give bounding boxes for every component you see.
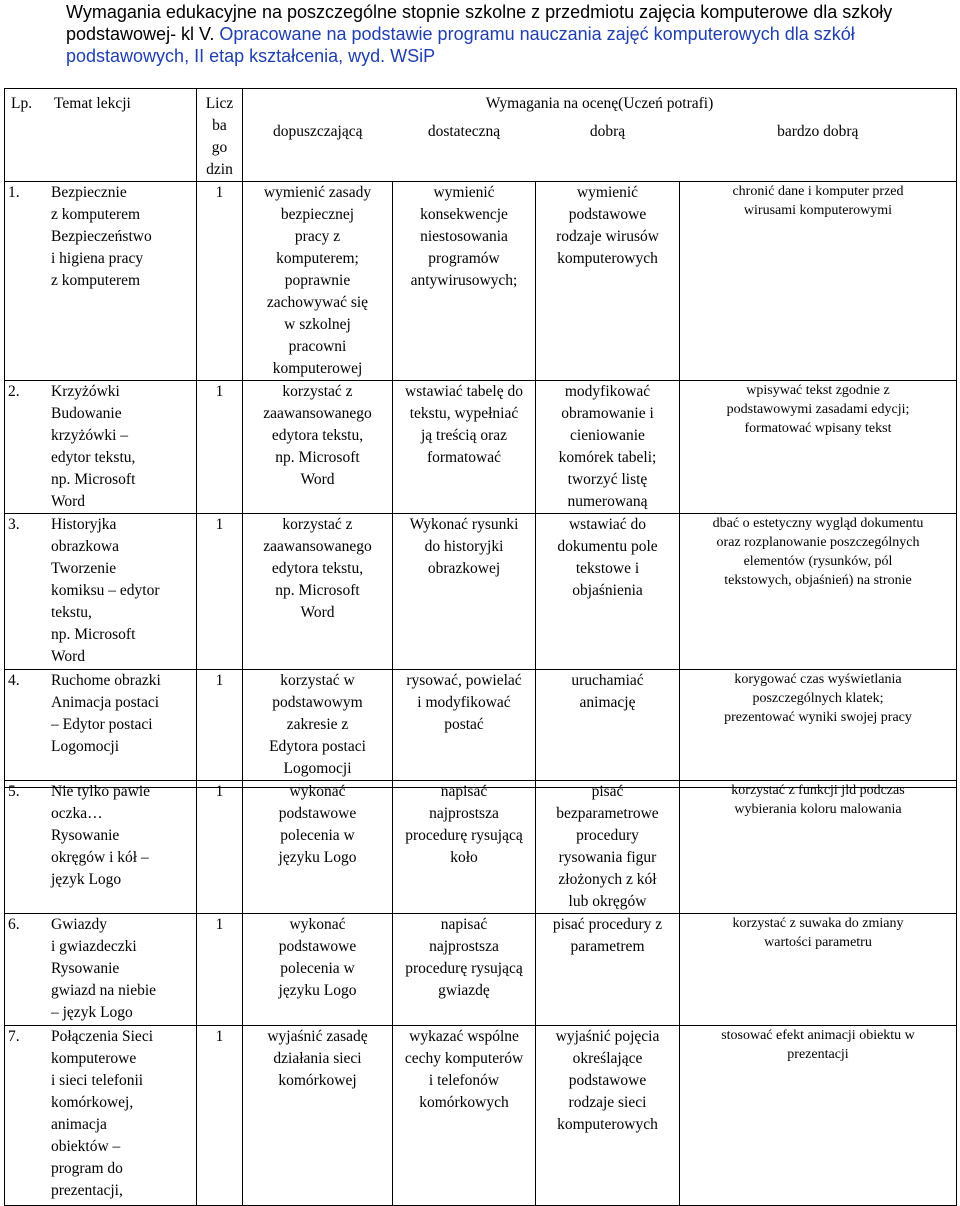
topic-line: i gwiazdeczki xyxy=(51,938,137,955)
requirement-line: objaśnienia xyxy=(572,582,643,599)
grade-dostateczna-cell xyxy=(393,381,536,514)
requirement-line: wybierania koloru malowania xyxy=(734,802,902,817)
requirement-line: wykazać wspólne xyxy=(409,1028,519,1045)
topic-line: krzyżówki – xyxy=(51,427,129,444)
requirement-line: wymienić zasady xyxy=(263,184,372,201)
requirement-line: obrazkowej xyxy=(427,560,501,577)
header-grade-dostateczna xyxy=(393,117,536,182)
requirement-line: poprawnie xyxy=(284,272,351,289)
table-row xyxy=(5,514,957,670)
requirement-line: podstawowe xyxy=(278,805,357,822)
grade-label: dostateczną xyxy=(427,123,501,140)
topic-line: Historyjka xyxy=(51,516,117,533)
header-requirements-label: Wymagania na ocenę(Uczeń potrafi) xyxy=(485,95,714,112)
grade-bardzo-dobra-cell xyxy=(680,514,957,670)
requirement-line: dbać o estetyczny wygląd dokumentu xyxy=(712,516,924,531)
requirement-line: edytora tekstu, xyxy=(271,560,364,577)
header-grade-dopuszczajaca xyxy=(243,117,393,182)
requirement-line: komórkowych xyxy=(419,1094,509,1111)
requirement-line: Logomocji xyxy=(283,760,352,777)
requirement-line: cieniowanie xyxy=(570,427,645,444)
topic-line: Połączenia Sieci xyxy=(51,1028,153,1045)
grade-dobra-cell xyxy=(536,514,680,670)
topic-line: z komputerem xyxy=(51,272,141,289)
grade-bardzo-dobra-cell xyxy=(680,182,957,381)
grade-dostateczna-cell xyxy=(393,914,536,1026)
grade-dostateczna-cell xyxy=(393,781,536,914)
topic-line: Logomocji xyxy=(51,738,120,755)
grade-bardzo-dobra-cell xyxy=(680,1026,957,1206)
grade-dopuszczajaca-cell xyxy=(243,1026,393,1206)
row-number: 1. xyxy=(8,184,20,201)
requirement-line: zaawansowanego xyxy=(263,538,372,555)
header-line-2 xyxy=(66,23,946,45)
grade-dobra-cell xyxy=(536,381,680,514)
requirement-line: wymienić xyxy=(576,184,639,201)
requirement-line: parametrem xyxy=(570,938,645,955)
topic-line: i sieci telefonii xyxy=(51,1072,144,1089)
requirement-line: np. Microsoft xyxy=(275,582,360,599)
requirement-line: procedury xyxy=(576,827,639,844)
hours-value: 1 xyxy=(215,184,224,201)
topic-line: z komputerem xyxy=(51,206,141,223)
requirement-line: korygować czas wyświetlania xyxy=(734,672,902,687)
grade-dopuszczajaca-cell xyxy=(243,182,393,381)
hours-value: 1 xyxy=(215,783,224,800)
header-hours-line: go xyxy=(211,139,228,156)
document-header xyxy=(66,1,946,67)
requirement-line: prezentować wyniki swojej pracy xyxy=(724,710,912,725)
grade-label: bardzo dobrą xyxy=(777,123,859,140)
row-number: 2. xyxy=(8,383,20,400)
requirements-table-part-2 xyxy=(4,780,957,1206)
requirement-line: pisać xyxy=(591,783,624,800)
hours-cell xyxy=(197,514,243,670)
requirement-line: i telefonów xyxy=(428,1072,500,1089)
topic-line: i higiena pracy xyxy=(51,250,144,267)
grade-dostateczna-cell xyxy=(393,1026,536,1206)
topic-line: edytor tekstu, xyxy=(51,449,136,466)
topic-line: animacja xyxy=(51,1116,107,1133)
requirement-line: pisać procedury z xyxy=(552,916,663,933)
topic-line: język Logo xyxy=(51,871,122,888)
requirement-line: do historyjki xyxy=(424,538,504,555)
requirement-line: zakresie z xyxy=(286,716,349,733)
table-row xyxy=(5,670,957,788)
requirement-line: np. Microsoft xyxy=(275,449,360,466)
requirement-line: i modyfikować xyxy=(417,694,511,711)
hours-cell xyxy=(197,381,243,514)
requirement-line: edytora tekstu, xyxy=(271,427,364,444)
requirement-line: napisać xyxy=(440,916,488,933)
requirement-line: wyjaśnić zasadę xyxy=(267,1028,368,1045)
hours-value: 1 xyxy=(215,916,224,933)
requirement-line: ją treścią oraz xyxy=(420,427,508,444)
lesson-topic-cell xyxy=(5,381,197,514)
header-lp-topic xyxy=(5,89,197,182)
topic-text xyxy=(5,781,196,891)
grade-dopuszczajaca-cell xyxy=(243,381,393,514)
hours-value: 1 xyxy=(215,672,224,689)
requirement-line: antywirusowych; xyxy=(410,272,518,289)
requirement-line: wirusami komputerowymi xyxy=(743,203,893,218)
lesson-topic-cell xyxy=(5,1026,197,1206)
topic-line: np. Microsoft xyxy=(51,471,136,488)
topic-line: – język Logo xyxy=(51,1004,133,1021)
topic-line: Ruchome obrazki xyxy=(51,672,161,689)
row-number: 5. xyxy=(8,783,20,800)
grade-dostateczna-cell xyxy=(393,514,536,670)
topic-line: np. Microsoft xyxy=(51,626,136,643)
grade-bardzo-dobra-cell xyxy=(680,381,957,514)
requirement-line: najprostsza xyxy=(429,938,499,955)
requirement-line: korzystać z xyxy=(282,383,353,400)
topic-line: komórkowej, xyxy=(51,1094,134,1111)
requirement-line: komputerowych xyxy=(557,250,658,267)
grade-bardzo-dobra-cell xyxy=(680,914,957,1026)
requirement-line: podstawowe xyxy=(568,206,647,223)
topic-line: komiksu – edytor xyxy=(51,582,160,599)
requirement-line: procedurę rysującą xyxy=(405,960,523,977)
topic-line: Tworzenie xyxy=(51,560,117,577)
requirement-line: działania sieci xyxy=(273,1050,362,1067)
topic-line: gwiazd na niebie xyxy=(51,982,157,999)
requirement-line: pracowni xyxy=(288,338,347,355)
requirement-line: obramowanie i xyxy=(561,405,654,422)
requirement-line: wymienić xyxy=(433,184,495,201)
topic-line: Word xyxy=(51,493,86,510)
header-row-1 xyxy=(5,89,957,118)
table-row xyxy=(5,381,957,514)
requirement-line: korzystać w xyxy=(280,672,355,689)
requirement-line: oraz rozplanowanie poszczególnych xyxy=(716,535,920,550)
requirement-line: komórkowej xyxy=(278,1072,357,1089)
requirement-line: tekstowych, objaśnień) na stronie xyxy=(724,573,912,588)
lesson-topic-cell xyxy=(5,914,197,1026)
requirement-line: komputerowych xyxy=(557,1116,658,1133)
header-hours-line: Licz xyxy=(205,95,234,112)
hours-cell xyxy=(197,1026,243,1206)
requirement-line: tworzyć listę xyxy=(567,471,648,488)
topic-line: okręgów i kół – xyxy=(51,849,149,866)
requirement-line: wykonać xyxy=(289,916,346,933)
topic-line: Nie tylko pawie xyxy=(51,783,151,800)
requirement-line: wyjaśnić pojęcia xyxy=(555,1028,660,1045)
header-requirements xyxy=(243,89,957,118)
requirement-line: uruchamiać xyxy=(571,672,644,689)
header-grade-dobra xyxy=(536,117,680,182)
topic-line: prezentacji, xyxy=(51,1182,123,1199)
requirement-line: podstawowe xyxy=(278,938,357,955)
topic-line: obrazkowa xyxy=(51,538,119,555)
requirement-line: poszczególnych klatek; xyxy=(752,691,884,706)
requirement-line: modyfikować xyxy=(564,383,651,400)
requirement-line: cechy komputerów xyxy=(404,1050,524,1067)
topic-line: komputerowe xyxy=(51,1050,137,1067)
hours-value: 1 xyxy=(215,516,224,533)
requirement-line: korzystać z funkcji jld podczas xyxy=(731,783,905,798)
requirement-line: animację xyxy=(579,694,636,711)
lesson-topic-cell xyxy=(5,182,197,381)
table-row xyxy=(5,781,957,914)
requirement-line: w szkolnej xyxy=(284,316,351,333)
requirement-line: określające xyxy=(572,1050,643,1067)
grade-label: dopuszczającą xyxy=(273,123,363,140)
requirement-line: rodzaje wirusów xyxy=(556,228,659,245)
requirement-line: wartości parametru xyxy=(764,935,872,950)
requirement-line: tekstu, wypełniać xyxy=(409,405,519,422)
requirement-line: zaawansowanego xyxy=(263,405,372,422)
topic-line: Bezpieczeństwo xyxy=(51,228,152,245)
topic-line: tekstu, xyxy=(51,604,92,621)
requirement-line: rysować, powielać xyxy=(406,672,522,689)
topic-text xyxy=(5,514,196,668)
grade-dopuszczajaca-cell xyxy=(243,670,393,788)
grade-dobra-cell xyxy=(536,914,680,1026)
requirement-line: gwiazdę xyxy=(438,982,490,999)
topic-line: Word xyxy=(51,648,86,665)
header-line-2-plain: podstawowej- kl V. xyxy=(66,24,220,44)
requirement-line: numerowaną xyxy=(567,493,648,510)
header-hours-line: dzin xyxy=(206,161,233,178)
lesson-topic-cell xyxy=(5,670,197,788)
grade-label: dobrą xyxy=(589,123,626,140)
table-row xyxy=(5,182,957,381)
requirement-line: stosować efekt animacji obiektu w xyxy=(721,1028,915,1043)
hours-value: 1 xyxy=(215,1028,224,1045)
requirement-line: pracy z xyxy=(294,228,341,245)
requirement-line: wykonać xyxy=(289,783,346,800)
requirement-line: bezpiecznej xyxy=(280,206,355,223)
grade-dostateczna-cell xyxy=(393,182,536,381)
header-line-3: podstawowych, II etap kształcenia, wyd. WSiP xyxy=(66,46,436,66)
requirement-line: niestosowania xyxy=(420,228,508,245)
requirement-line: komputerowej xyxy=(272,360,363,377)
requirement-line: Wykonać rysunki xyxy=(409,516,519,533)
grade-bardzo-dobra-cell xyxy=(680,670,957,788)
topic-text xyxy=(5,1026,196,1202)
requirement-line: rysowania figur xyxy=(558,849,657,866)
hours-value: 1 xyxy=(215,383,224,400)
requirement-line: rodzaje sieci xyxy=(568,1094,647,1111)
topic-line: – Edytor postaci xyxy=(51,716,153,733)
header-lp: Lp. xyxy=(11,95,33,112)
topic-line: program do xyxy=(51,1160,123,1177)
grade-dobra-cell xyxy=(536,1026,680,1206)
table-row xyxy=(5,914,957,1026)
topic-text xyxy=(5,381,196,513)
topic-line: oczka… xyxy=(51,805,103,822)
topic-line: Krzyżówki xyxy=(51,383,120,400)
requirement-line: wpisywać tekst zgodnie z xyxy=(746,383,890,398)
topic-line: obiektów – xyxy=(51,1138,121,1155)
row-number: 6. xyxy=(8,916,20,933)
grade-dostateczna-cell xyxy=(393,670,536,788)
requirement-line: podstawowymi zasadami edycji; xyxy=(726,402,910,417)
grade-dopuszczajaca-cell xyxy=(243,914,393,1026)
grade-bardzo-dobra-cell xyxy=(680,781,957,914)
requirement-line: zachowywać się xyxy=(266,294,369,311)
requirement-line: wstawiać tabelę do xyxy=(405,383,523,400)
grade-dopuszczajaca-cell xyxy=(243,781,393,914)
requirement-line: polecenia w xyxy=(280,827,355,844)
topic-line: Rysowanie xyxy=(51,827,120,844)
requirement-line: formatować xyxy=(426,449,502,466)
requirement-line: postać xyxy=(444,716,484,733)
header-topic: Temat lekcji xyxy=(54,95,131,112)
header-hours xyxy=(197,89,243,182)
header-line-1: Wymagania edukacyjne na poszczególne stopnie szkolne z przedmiotu zajęcia komputerowe dla szkoły xyxy=(66,2,893,22)
topic-line: Budowanie xyxy=(51,405,122,422)
requirement-line: bezparametrowe xyxy=(556,805,659,822)
requirement-line: Edytora postaci xyxy=(269,738,366,755)
requirement-line: języku Logo xyxy=(278,849,357,866)
requirement-line: koło xyxy=(450,849,478,866)
hours-cell xyxy=(197,781,243,914)
table-row xyxy=(5,1026,957,1206)
hours-cell xyxy=(197,182,243,381)
row-number: 7. xyxy=(8,1028,20,1045)
requirement-line: Word xyxy=(300,604,335,621)
requirement-line: korzystać z xyxy=(282,516,353,533)
requirement-line: prezentacji xyxy=(787,1047,849,1062)
topic-line: Gwiazdy xyxy=(51,916,107,933)
grade-dobra-cell xyxy=(536,670,680,788)
requirement-line: chronić dane i komputer przed xyxy=(732,184,904,199)
topic-text xyxy=(5,182,196,292)
topic-line: Animacja postaci xyxy=(51,694,160,711)
grade-dopuszczajaca-cell xyxy=(243,514,393,670)
requirement-line: konsekwencje xyxy=(420,206,508,223)
lesson-topic-cell xyxy=(5,781,197,914)
requirement-line: komórek tabeli; xyxy=(558,449,657,466)
requirement-line: złożonych z kół xyxy=(558,871,657,888)
requirement-line: Word xyxy=(300,471,335,488)
topic-text xyxy=(5,670,196,758)
header-line-2-blue: Opracowane na podstawie programu nauczania zajęć komputerowych dla szkół xyxy=(219,24,855,44)
header-hours-line: ba xyxy=(212,117,227,134)
header-grade-bardzo-dobra xyxy=(680,117,957,182)
requirement-line: najprostsza xyxy=(429,805,499,822)
requirement-line: programów xyxy=(428,250,500,267)
requirement-line: dokumentu pole xyxy=(557,538,658,555)
requirement-line: podstawowym xyxy=(272,694,363,711)
requirement-line: formatować wpisany tekst xyxy=(744,421,892,436)
requirement-line: wstawiać do xyxy=(568,516,647,533)
requirements-table-part-1 xyxy=(4,88,957,788)
requirement-line: elementów (rysunków, pól xyxy=(743,554,893,569)
requirement-line: polecenia w xyxy=(280,960,355,977)
requirement-line: komputerem; xyxy=(276,250,359,267)
row-number: 3. xyxy=(8,516,20,533)
topic-line: Rysowanie xyxy=(51,960,120,977)
requirement-line: tekstowe i xyxy=(575,560,640,577)
requirement-line: korzystać z suwaka do zmiany xyxy=(732,916,904,931)
hours-cell xyxy=(197,914,243,1026)
hours-cell xyxy=(197,670,243,788)
requirement-line: procedurę rysującą xyxy=(405,827,523,844)
grade-dobra-cell xyxy=(536,182,680,381)
requirement-line: języku Logo xyxy=(278,982,357,999)
topic-text xyxy=(5,914,196,1024)
lesson-topic-cell xyxy=(5,514,197,670)
row-number: 4. xyxy=(8,672,20,689)
grade-dobra-cell xyxy=(536,781,680,914)
requirement-line: lub okręgów xyxy=(568,893,647,910)
topic-line: Bezpiecznie xyxy=(51,184,127,201)
requirement-line: podstawowe xyxy=(568,1072,647,1089)
requirement-line: napisać xyxy=(440,783,488,800)
